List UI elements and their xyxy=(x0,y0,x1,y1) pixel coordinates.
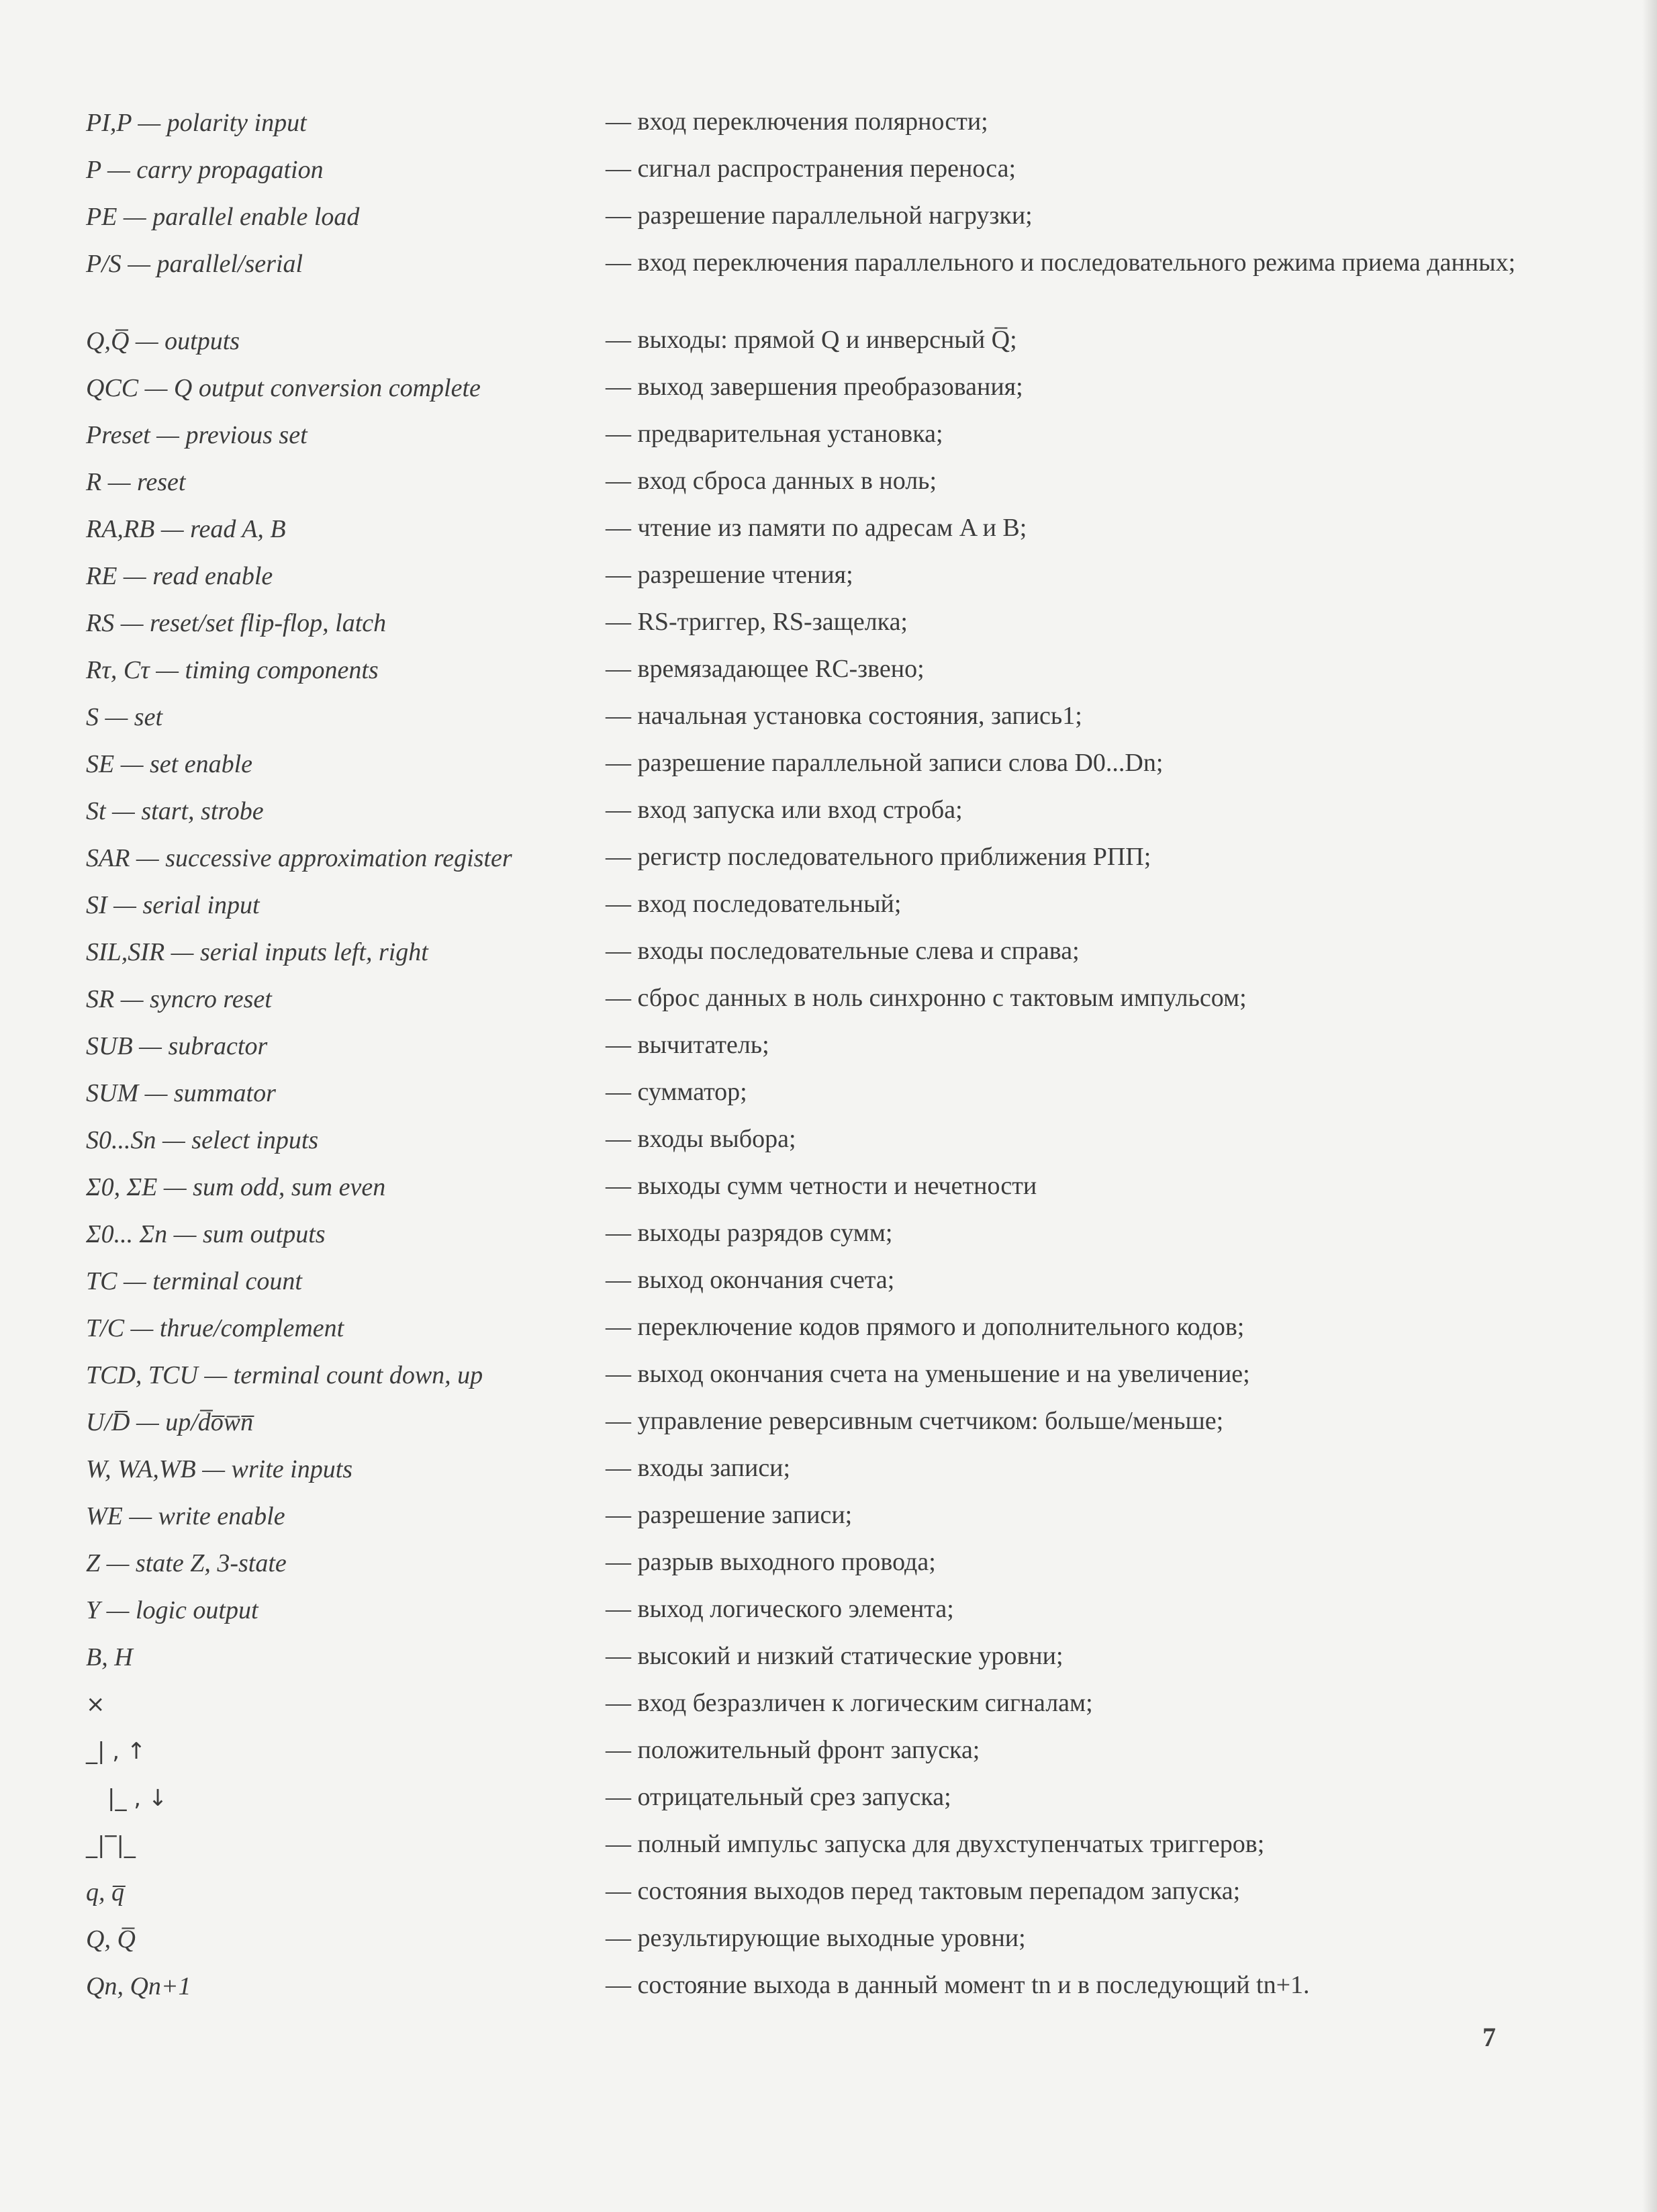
term: Qn, Qn+1 xyxy=(86,1972,191,2000)
term: × xyxy=(86,1691,105,1718)
definition: — регистр последовательного приближения РПП; xyxy=(606,843,1151,871)
term: Q,Q̅ — outputs xyxy=(86,327,240,355)
definition: — вход сброса данных в ноль; xyxy=(606,467,937,495)
term: PE — parallel enable load xyxy=(86,203,360,231)
term: SI — serial input xyxy=(86,891,260,919)
page-number: 7 xyxy=(1482,2022,1496,2052)
term: QCC — Q output conversion complete xyxy=(86,374,481,402)
definition: — начальная установка состояния, запись1; xyxy=(606,702,1082,730)
definition: — отрицательный срез запуска; xyxy=(606,1783,951,1811)
definition: — выход окончания счета; xyxy=(606,1266,895,1294)
definition: — сброс данных в ноль синхронно с тактовым импульсом; xyxy=(606,984,1247,1012)
definition: — разрешение записи; xyxy=(606,1501,853,1529)
definition: — времязадающее RC-звено; xyxy=(606,655,925,683)
definition: — вход переключения полярности; xyxy=(606,107,988,136)
term: SAR — successive approximation register xyxy=(86,844,512,872)
definition: — выходы: прямой Q и инверсный Q̅; xyxy=(606,326,1017,354)
term: WE — write enable xyxy=(86,1502,285,1530)
term: SUM — summator xyxy=(86,1079,276,1107)
term: RS — reset/set flip-flop, latch xyxy=(86,609,387,637)
term: SR — syncro reset xyxy=(86,985,272,1013)
definition: — разрешение параллельной нагрузки; xyxy=(606,201,1033,230)
definition: — разрыв выходного провода; xyxy=(606,1548,936,1576)
term: W, WA,WB — write inputs xyxy=(86,1455,353,1483)
term: Preset — previous set xyxy=(86,421,307,449)
term: P — carry propagation xyxy=(86,156,324,184)
definition: — вход безразличен к логическим сигналам; xyxy=(606,1689,1093,1717)
term: PI,P — polarity input xyxy=(86,109,307,137)
term: P/S — parallel/serial xyxy=(86,250,303,278)
term: SIL,SIR — serial inputs left, right xyxy=(86,938,428,966)
definition: — предварительная установка; xyxy=(606,420,943,448)
definition: — разрешение чтения; xyxy=(606,561,853,589)
term: SUB — subractor xyxy=(86,1032,268,1060)
definition: — выход завершения преобразования; xyxy=(606,373,1023,401)
term: St — start, strobe xyxy=(86,797,264,825)
term: Z — state Z, 3-state xyxy=(86,1549,287,1577)
definition: — разрешение параллельной записи слова D0...Dn; xyxy=(606,749,1164,777)
term: Y — logic output xyxy=(86,1596,258,1624)
term: Σ0, ΣE — sum odd, sum even xyxy=(86,1173,386,1201)
definition: — вычитатель; xyxy=(606,1031,769,1059)
definition: — сумматор; xyxy=(606,1078,747,1106)
term: U/D̅ — up/d̅o̅w̅n̅ xyxy=(86,1408,254,1436)
definition: — вход запуска или вход строба; xyxy=(606,796,963,824)
definition: — положительный фронт запуска; xyxy=(606,1736,980,1764)
term: T/C — thrue/complement xyxy=(86,1314,344,1342)
term: Rτ, Cτ — timing components xyxy=(86,656,379,684)
term: RE — read enable xyxy=(86,562,273,590)
definition: — полный импульс запуска для двухступенчатых триггеров; xyxy=(606,1830,1265,1858)
term: B, H xyxy=(86,1643,133,1671)
definition: — высокий и низкий статические уровни; xyxy=(606,1642,1063,1670)
term: _|‾|_ xyxy=(86,1832,136,1859)
term: RA,RB — read A, B xyxy=(86,515,286,543)
definition: — результирующие выходные уровни; xyxy=(606,1924,1026,1952)
term: S — set xyxy=(86,703,162,731)
term: q, q̅ xyxy=(86,1878,124,1906)
term: Σ0... Σn — sum outputs xyxy=(86,1220,326,1248)
term: S0...Sn — select inputs xyxy=(86,1126,319,1154)
definition: — входы записи; xyxy=(606,1454,791,1482)
definition: — сигнал распространения переноса; xyxy=(606,154,1016,183)
definition: — вход последовательный; xyxy=(606,890,902,918)
definition: — входы выбора; xyxy=(606,1125,796,1153)
term: _| , ↑ xyxy=(86,1738,146,1765)
term: |_ , ↓ xyxy=(107,1785,168,1812)
term: SE — set enable xyxy=(86,750,253,778)
definition: — RS-триггер, RS-защелка; xyxy=(606,608,908,636)
definition: — состояния выходов перед тактовым перепадом запуска; xyxy=(606,1877,1241,1905)
definition: — вход переключения параллельного и последовательного режима приема данных; xyxy=(606,248,1516,277)
definition: — состояние выхода в данный момент tn и в последующий tn+1. xyxy=(606,1971,1310,1999)
definition: — чтение из памяти по адресам A и B; xyxy=(606,514,1027,542)
term: TC — terminal count xyxy=(86,1267,302,1295)
definition: — выходы сумм четности и нечетности xyxy=(606,1172,1037,1200)
term: Q, Q̅ xyxy=(86,1925,136,1953)
term: TCD, TCU — terminal count down, up xyxy=(86,1361,483,1389)
definition: — выход логического элемента; xyxy=(606,1595,954,1623)
definition: — выход окончания счета на уменьшение и на увеличение; xyxy=(606,1360,1250,1388)
definition: — управление реверсивным счетчиком: больше/меньше; xyxy=(606,1407,1224,1435)
definition: — входы последовательные слева и справа; xyxy=(606,937,1080,965)
definition: — переключение кодов прямого и дополнительного кодов; xyxy=(606,1313,1245,1341)
definition: — выходы разрядов сумм; xyxy=(606,1219,893,1247)
term: R — reset xyxy=(86,468,186,496)
